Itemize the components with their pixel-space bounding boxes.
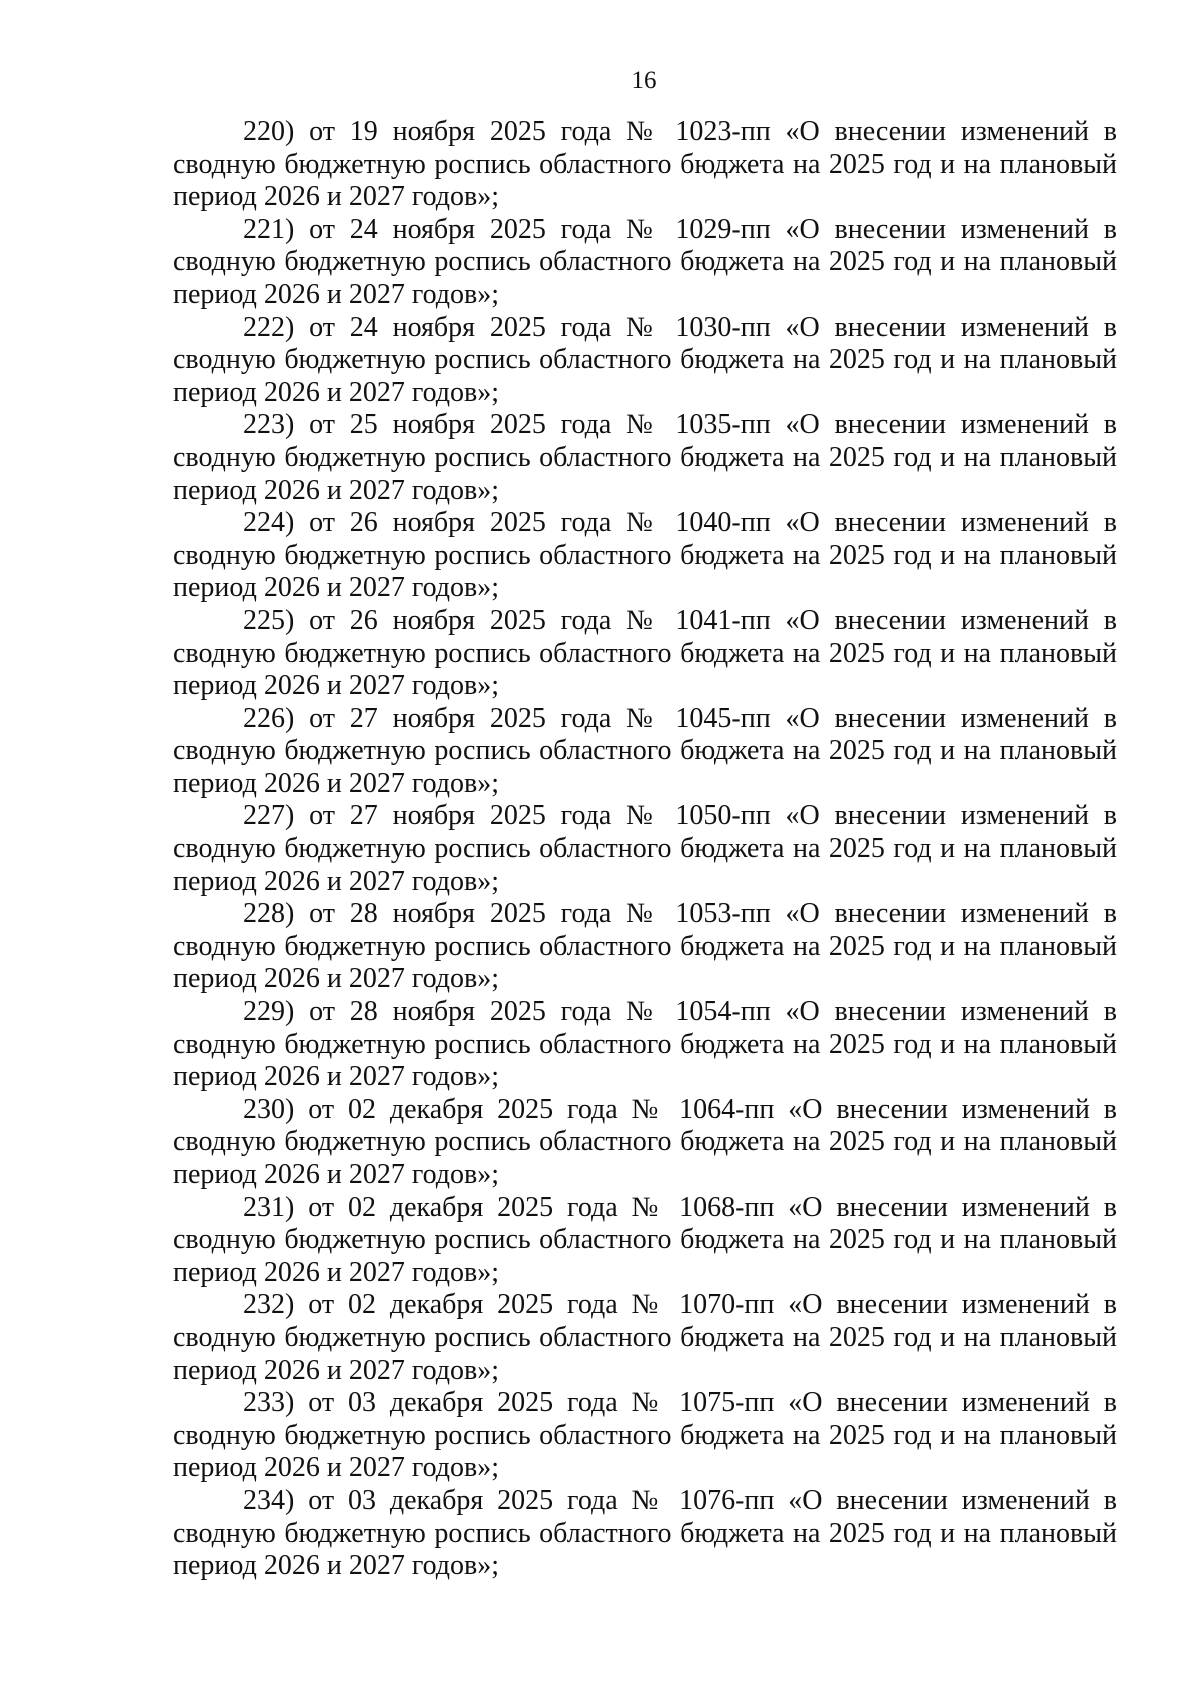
- list-item: 232) от 02 декабря 2025 года № 1070-пп «О внесении изменений в сводную бюджетную роспись областного бюджета на 2025 год и на плановый период 2026 и 2027 годов»;: [173, 1289, 1117, 1386]
- list-item: 225) от 26 ноября 2025 года № 1041-пп «О внесении изменений в сводную бюджетную роспись областного бюджета на 2025 год и на плановый период 2026 и 2027 годов»;: [173, 604, 1117, 702]
- list-item: 231) от 02 декабря 2025 года № 1068-пп «О внесении изменений в сводную бюджетную роспись областного бюджета на 2025 год и на плановый период 2026 и 2027 годов»;: [173, 1191, 1117, 1288]
- list-item: 227) от 27 ноября 2025 года № 1050-пп «О внесении изменений в сводную бюджетную роспись областного бюджета на 2025 год и на плановый период 2026 и 2027 годов»;: [173, 800, 1117, 897]
- list-item: 223) от 25 ноября 2025 года № 1035-пп «О внесении изменений в сводную бюджетную роспись областного бюджета на 2025 год и на плановый период 2026 и 2027 годов»;: [173, 409, 1117, 506]
- page-number: 16: [631, 67, 657, 94]
- list-item: 220) от 19 ноября 2025 года № 1023-пп «О внесении изменений в сводную бюджетную роспись областного бюджета на 2025 год и на плановый период 2026 и 2027 годов»;: [173, 116, 1117, 213]
- list-item: 224) от 26 ноября 2025 года № 1040-пп «О внесении изменений в сводную бюджетную роспись областного бюджета на 2025 год и на плановый период 2026 и 2027 годов»;: [173, 507, 1117, 604]
- list-item: 234) от 03 декабря 2025 года № 1076-пп «О внесении изменений в сводную бюджетную роспись областного бюджета на 2025 год и на плановый период 2026 и 2027 годов»;: [173, 1484, 1117, 1582]
- list-item: 230) от 02 декабря 2025 года № 1064-пп «О внесении изменений в сводную бюджетную роспись областного бюджета на 2025 год и на плановый период 2026 и 2027 годов»;: [173, 1093, 1117, 1190]
- list-item: 233) от 03 декабря 2025 года № 1075-пп «О внесении изменений в сводную бюджетную роспись областного бюджета на 2025 год и на плановый период 2026 и 2027 годов»;: [173, 1387, 1117, 1484]
- list-item: 221) от 24 ноября 2025 года № 1029-пп «О внесении изменений в сводную бюджетную роспись областного бюджета на 2025 год и на плановый период 2026 и 2027 годов»;: [173, 213, 1117, 310]
- list-item: 229) от 28 ноября 2025 года № 1054-пп «О внесении изменений в сводную бюджетную роспись областного бюджета на 2025 год и на плановый период 2026 и 2027 годов»;: [173, 996, 1117, 1093]
- list-item: 222) от 24 ноября 2025 года № 1030-пп «О внесении изменений в сводную бюджетную роспись областного бюджета на 2025 год и на плановый период 2026 и 2027 годов»;: [173, 311, 1117, 408]
- list-item: 228) от 28 ноября 2025 года № 1053-пп «О внесении изменений в сводную бюджетную роспись областного бюджета на 2025 год и на плановый период 2026 и 2027 годов»;: [173, 898, 1117, 995]
- document-body: [173, 116, 1117, 1583]
- list-item: 226) от 27 ноября 2025 года № 1045-пп «О внесении изменений в сводную бюджетную роспись областного бюджета на 2025 год и на плановый период 2026 и 2027 годов»;: [173, 702, 1117, 799]
